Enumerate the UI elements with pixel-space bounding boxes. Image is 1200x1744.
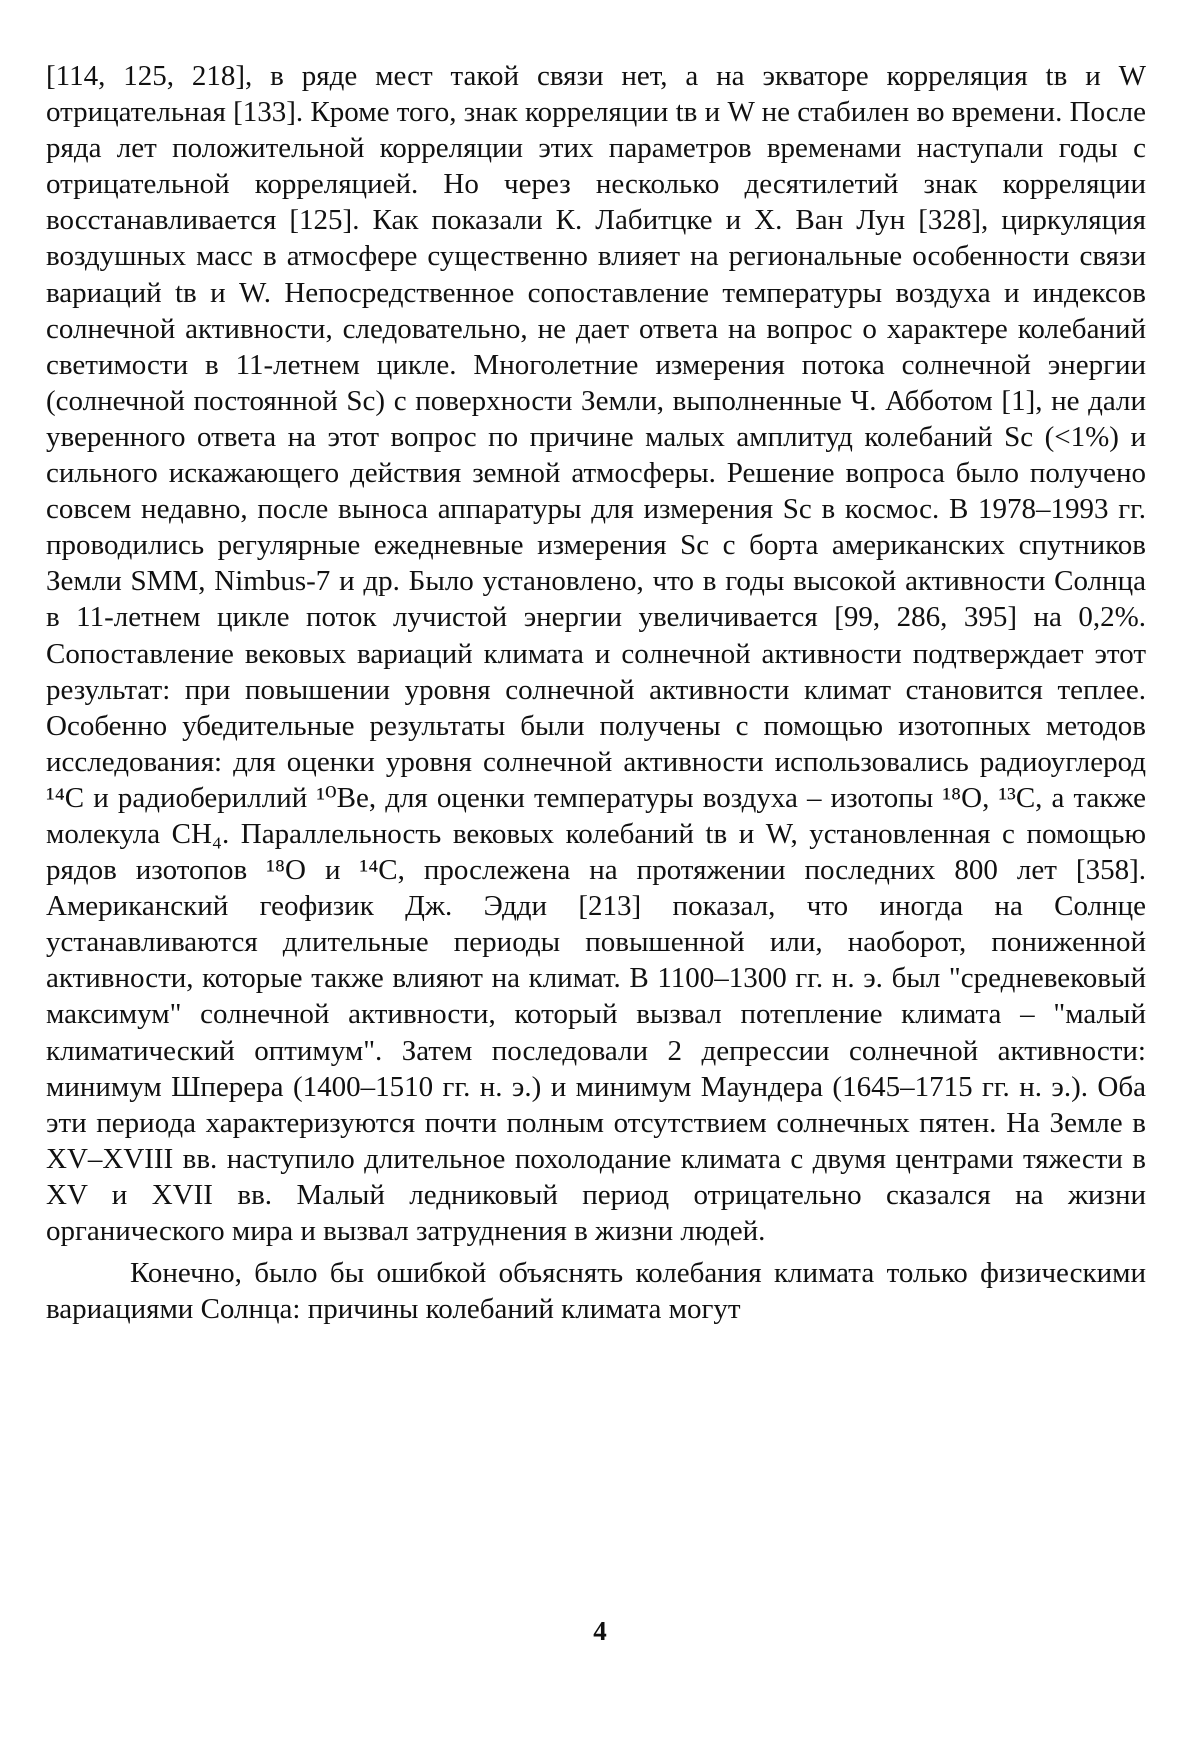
paragraph-2: Конечно, было бы ошибкой объяснять колебания климата только физическими вариациями Солнца: причины колебаний климата могут — [46, 1257, 1146, 1326]
paragraph-1: [114, 125, 218], в ряде мест такой связи нет, а на экваторе корреляция tв и W отрицательная [133]. Кроме того, знак корреляции tв и W не стабилен во времени. После ряда лет положительной корреляции этих параметров временами наступали годы с отрицательной корреляцией. Но через несколько десятилетий знак корреляции восстанавливается [125]. Как показали К. Лабитцке и Х. Ван Лун [328], циркуляция воздушных масс в атмосфере существенно влияет на региональные особенности связи вариаций tв и W. Непосредственное сопоставление температуры воздуха и индексов солнечной активности, следовательно, не дает ответа на вопрос о характере колебаний светимости в 11-летнем цикле. Многолетние измерения потока солнечной энергии (солнечной постоянной Sс) с поверхности Земли, выполненные Ч. Абботом [1], не дали уверенного ответа на этот вопрос по причине малых амплитуд колебаний Sс (<1%) и сильного искажающего действия земной атмосферы. Решение вопроса было получено совсем недавно, после выноса аппаратуры для измерения Sс в космос. В 1978–1993 гг. проводились регулярные ежедневные измерения Sс с борта американских спутников Земли SMM, Nimbus-7 и др. Было установлено, что в годы высокой активности Солнца в 11-летнем цикле поток лучистой энергии увеличивается [99, 286, 395] на 0,2%. Сопоставление вековых вариаций климата и солнечной активности подтверждает этот результат: при повышении уровня солнечной активности климат становится теплее. Особенно убедительные результаты были получены с помощью изотопных методов исследования: для оценки уровня солнечной активности использовались радиоуглерод ¹⁴C и радиобериллий ¹⁰Be, для оценки температуры воздуха – изотопы ¹⁸O, ¹³C, а также молекула CH₄. Параллельность вековых колебаний tв и W, установленная с помощью рядов изотопов ¹⁸O и ¹⁴C, прослежена на протяжении последних 800 лет [358]. Американский геофизик Дж. Эдди [213] показал, что иногда на Солнце устанавливаются длительные периоды повышенной или, наоборот, пониженной активности, которые также влияют на климат. В 1100–1300 гг. н. э. был "средневековый максимум" солнечной активности, который вызвал потепление климата – "малый климатический оптимум". Затем последовали 2 депрессии солнечной активности: минимум Шперера (1400–1510 гг. н. э.) и минимум Маундера (1645–1715 гг. н. э.). Оба эти периода характеризуются почти полным отсутствием солнечных пятен. На Земле в XV–XVIII вв. наступило длительное похолодание климата с двумя центрами тяжести в XV и XVII вв. Малый ледниковый период отрицательно сказался на жизни органического мира и вызвал затруднения в жизни людей. — [46, 60, 1146, 1247]
body-text — [46, 58, 1146, 1327]
page-number: 4 — [593, 1616, 607, 1646]
